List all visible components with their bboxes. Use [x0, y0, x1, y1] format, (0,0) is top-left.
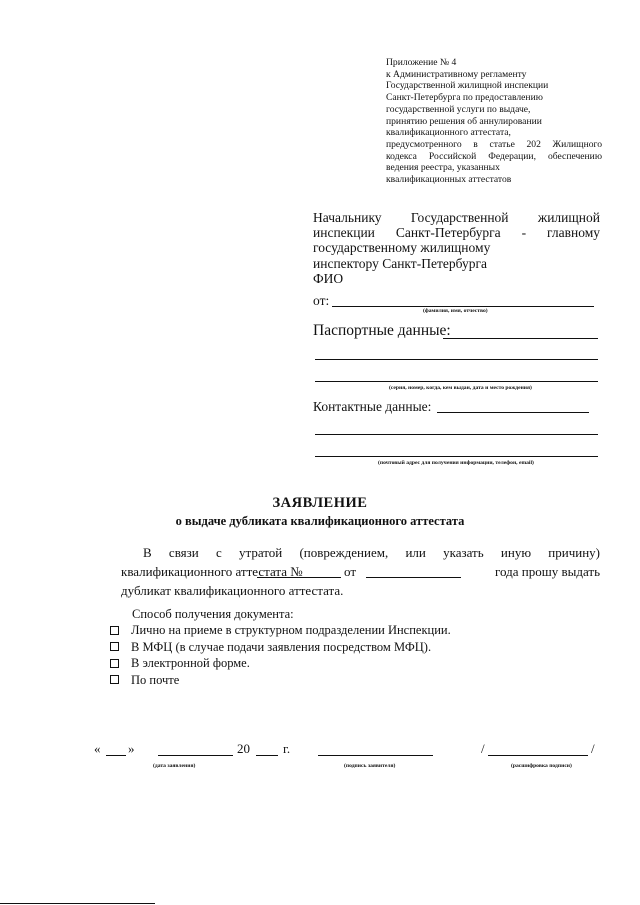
contact-field-3[interactable]	[315, 456, 598, 457]
method-options	[110, 622, 451, 688]
method-option-mfc[interactable]	[110, 639, 451, 656]
statement-line-3: дубликат квалификационного аттестата.	[121, 583, 344, 598]
page-title: ЗАЯВЛЕНИЕ	[272, 495, 368, 511]
date-year-prefix: 20	[237, 741, 250, 756]
addressee-line: государственному жилищному	[313, 240, 491, 256]
appendix-line: квалификационного аттестата,	[386, 127, 511, 139]
contact-label: Контактные данные:	[313, 399, 432, 414]
date-year-field[interactable]	[256, 755, 278, 756]
method-option-in-person[interactable]	[110, 622, 451, 639]
contact-caption: (почтовый адрес для получения информации, телефон, email)	[378, 460, 534, 466]
passport-field-2[interactable]	[315, 359, 598, 360]
addressee-line: инспекции Санкт-Петербурга - главному	[313, 225, 600, 241]
statement-line-1: В связи с утратой (повреждением, или указать иную причину)	[143, 545, 600, 560]
appendix-line: кодекса Российской Федерации, обеспечению	[386, 150, 602, 162]
date-close-quote: »	[128, 741, 135, 756]
passport-field-1[interactable]	[443, 338, 598, 339]
signature-caption: (подпись заявителя)	[344, 763, 396, 769]
date-day-field[interactable]	[106, 755, 126, 756]
appendix-line: принятию решения об аннулировании	[386, 115, 542, 127]
from-caption: (фамилия, имя, отчество)	[423, 308, 488, 314]
decode-slash-right: /	[591, 741, 595, 756]
date-month-field[interactable]	[158, 755, 233, 756]
method-option-label: В МФЦ (в случае подачи заявления посредством МФЦ).	[131, 639, 432, 654]
from-label: от:	[313, 293, 330, 308]
method-option-label: Лично на приеме в структурном подразделении Инспекции.	[131, 623, 451, 637]
method-option-label: По почте	[131, 672, 180, 687]
signature-decode-field[interactable]	[488, 755, 588, 756]
checkbox[interactable]	[110, 626, 119, 635]
checkbox[interactable]	[110, 642, 119, 651]
passport-field-3[interactable]	[315, 381, 598, 382]
method-option-mail[interactable]	[110, 672, 451, 689]
date-open-quote: «	[94, 741, 101, 756]
signature-row	[94, 739, 604, 759]
date-caption: (дата заявления)	[153, 763, 196, 769]
date-year-suffix: г.	[283, 741, 291, 756]
checkbox[interactable]	[110, 659, 119, 668]
passport-caption: (серия, номер, когда, кем выдан, дата и место рождения)	[389, 385, 532, 391]
method-label: Способ получения документа:	[132, 607, 294, 621]
appendix-line: государственной услуги по выдаче,	[386, 103, 531, 115]
footer-rule	[0, 903, 155, 904]
appendix-line: квалификационных аттестатов	[386, 174, 512, 186]
appendix-block	[386, 57, 602, 186]
addressee-line: инспектору Санкт-Петербурга	[313, 255, 487, 271]
appendix-line: Государственной жилищной инспекции	[386, 80, 549, 92]
appendix-line: к Административному регламенту	[386, 68, 527, 80]
statement-line-2	[121, 562, 600, 581]
addressee-line: Начальнику Государственной жилищной	[313, 210, 600, 225]
page-subtitle: о выдаче дубликата квалификационного аттестата	[175, 514, 465, 528]
cert-number-field[interactable]	[257, 577, 341, 578]
signature-field[interactable]	[318, 755, 433, 756]
cert-date-label: от	[344, 564, 357, 579]
checkbox[interactable]	[110, 675, 119, 684]
from-field[interactable]	[332, 306, 594, 307]
appendix-line: Приложение № 4	[386, 57, 457, 68]
appendix-line: ведения реестра, указанных	[386, 162, 500, 174]
addressee-block	[313, 210, 600, 286]
contact-field-2[interactable]	[315, 434, 598, 435]
contact-field-1[interactable]	[437, 412, 589, 413]
decode-caption: (расшифровка подписи)	[511, 763, 572, 769]
cert-number-label: квалификационного аттестата №	[121, 564, 303, 579]
addressee-line: ФИО	[313, 270, 344, 286]
cert-date-field[interactable]	[366, 577, 461, 578]
statement-paragraph	[143, 543, 600, 562]
method-option-label: В электронной форме.	[131, 656, 250, 670]
request-text: года прошу выдать	[494, 564, 600, 579]
decode-slash-left: /	[481, 741, 485, 756]
appendix-line: Санкт-Петербурга по предоставлению	[386, 92, 543, 104]
method-option-electronic[interactable]	[110, 655, 451, 672]
passport-label: Паспортные данные:	[313, 322, 451, 339]
appendix-line: предусмотренного в статье 202 Жилищного	[386, 138, 602, 150]
